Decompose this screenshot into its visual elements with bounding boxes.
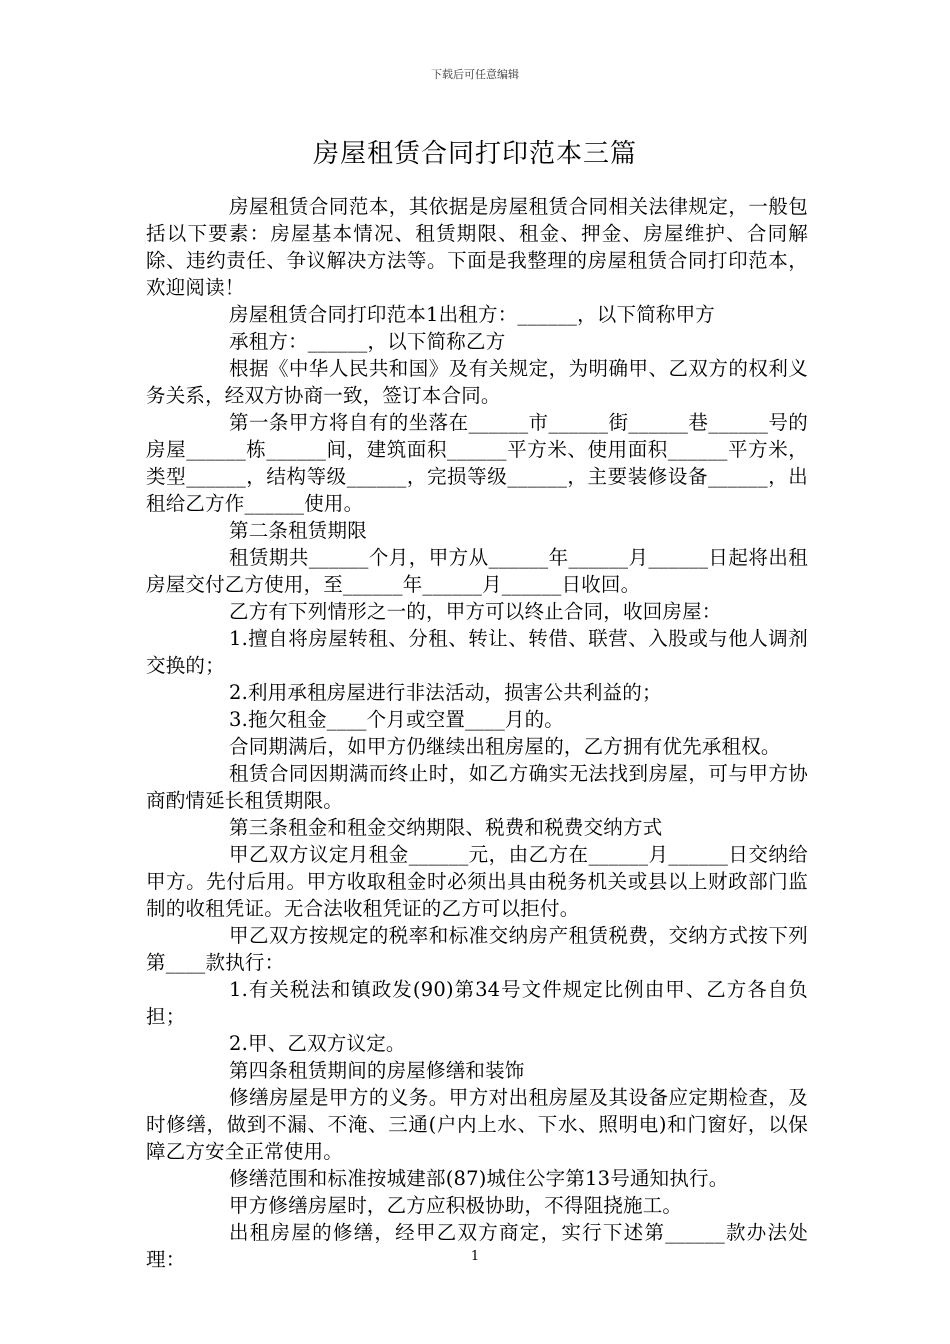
paragraph-rent: 甲乙双方议定月租金______元，由乙方在______月______日交纳给甲方。先付后用。甲方收取租金时必须出具由税务机关或县以上财政部门监制的收租凭证。无合法收租凭证的乙方可以拒付。 bbox=[146, 843, 808, 920]
paragraph-extension: 租赁合同因期满而终止时，如乙方确实无法找到房屋，可与甲方协商酌情延长租赁期限。 bbox=[146, 762, 808, 812]
paragraph-termination-item-2: 2.利用承租房屋进行非法活动，损害公共利益的； bbox=[229, 681, 662, 704]
paragraph-lessee: 承租方：______，以下简称乙方 bbox=[229, 330, 506, 353]
page-header-note: 下载后可任意编辑 bbox=[431, 68, 519, 81]
paragraph-lessor: 房屋租赁合同打印范本1出租方：______，以下简称甲方 bbox=[229, 303, 716, 326]
paragraph-repair-duty: 修缮房屋是甲方的义务。甲方对出租房屋及其设备应定期检查，及时修缮，做到不漏、不淹、三通(户内上水、下水、照明电)和门窗好，以保障乙方安全正常使用。 bbox=[146, 1086, 808, 1163]
paragraph-intro: 房屋租赁合同范本，其依据是房屋租赁合同相关法律规定，一般包括以下要素：房屋基本情况、租赁期限、租金、押金、房屋维护、合同解除、违约责任、争议解决方法等。下面是我整理的房屋租赁合同打印范本，欢迎阅读！ bbox=[146, 195, 808, 299]
paragraph-article-1: 第一条甲方将自有的坐落在______市______街______巷______号的房屋______栋______间，建筑面积______平方米、使用面积______平方米，类型______，结构等级______，完损等级______，主要装修设备______，出租给乙方作______使用。 bbox=[146, 411, 808, 515]
paragraph-termination-item-1: 1.擅自将房屋转租、分租、转让、转借、联营、入股或与他人调剂交换的； bbox=[146, 627, 808, 677]
heading-article-3: 第三条租金和租金交纳期限、税费和税费交纳方式 bbox=[229, 816, 663, 839]
heading-article-2: 第二条租赁期限 bbox=[229, 519, 367, 542]
paragraph-termination-item-3: 3.拖欠租金____个月或空置____月的。 bbox=[229, 708, 565, 731]
heading-article-4: 第四条租赁期间的房屋修缮和装饰 bbox=[229, 1059, 525, 1082]
paragraph-priority-right: 合同期满后，如甲方仍继续出租房屋的，乙方拥有优先承租权。 bbox=[229, 735, 781, 758]
document-title: 房屋租赁合同打印范本三篇 bbox=[312, 139, 637, 169]
document-body bbox=[146, 193, 808, 1273]
page-number: 1 bbox=[470, 1249, 480, 1264]
paragraph-repair-method: 出租房屋的修缮，经甲乙双方商定，实行下述第______款办法处理： bbox=[146, 1221, 808, 1271]
paragraph-tax-item-2: 2.甲、乙双方议定。 bbox=[229, 1032, 406, 1055]
paragraph-basis: 根据《中华人民共和国》及有关规定，为明确甲、乙双方的权利义务关系，经双方协商一致，签订本合同。 bbox=[146, 357, 808, 407]
paragraph-repair-scope: 修缮范围和标准按城建部(87)城住公字第13号通知执行。 bbox=[229, 1167, 729, 1190]
paragraph-tax: 甲乙双方按规定的税率和标准交纳房产租赁税费，交纳方式按下列第____款执行： bbox=[146, 924, 808, 974]
paragraph-repair-cooperation: 甲方修缮房屋时，乙方应积极协助，不得阻挠施工。 bbox=[229, 1194, 683, 1217]
paragraph-tax-item-1: 1.有关税法和镇政发(90)第34号文件规定比例由甲、乙方各自负担； bbox=[146, 978, 808, 1028]
paragraph-termination-intro: 乙方有下列情形之一的，甲方可以终止合同，收回房屋： bbox=[229, 600, 722, 623]
paragraph-lease-term: 租赁期共______个月，甲方从______年______月______日起将出租房屋交付乙方使用，至______年______月______日收回。 bbox=[146, 546, 808, 596]
